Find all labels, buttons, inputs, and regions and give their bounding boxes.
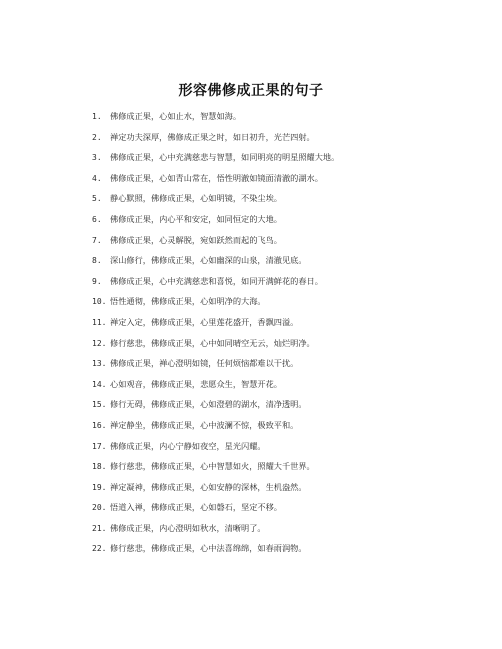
- item-number: 19.: [92, 482, 107, 492]
- document-title: 形容佛修成正果的句子: [178, 83, 324, 99]
- list-item: [92, 518, 482, 539]
- item-text: 佛修成正果，内心澄明如秋水，清晰明了。: [110, 522, 266, 533]
- list-item: [92, 477, 482, 498]
- item-text: 佛修成正果，禅心澄明如镜，任何烦恼都难以干扰。: [110, 358, 299, 369]
- list-item: [92, 538, 482, 559]
- item-number: 18.: [92, 462, 107, 472]
- item-text: 禅定凝神，佛修成正果，心如安静的深林，生机盎然。: [110, 481, 307, 492]
- item-text: 佛修成正果，内心宁静如夜空，星光闪耀。: [110, 440, 266, 451]
- item-text: 悟道入禅，佛修成正果，心如磐石，坚定不移。: [110, 502, 282, 513]
- list-item: [92, 312, 482, 333]
- item-number: 3.: [92, 153, 102, 163]
- item-text: 禅定静坐，佛修成正果，心中波澜不惊，极致平和。: [110, 419, 299, 430]
- item-number: 6.: [92, 214, 102, 224]
- item-number: 7.: [92, 235, 102, 245]
- item-text: 禅定入定，佛修成正果，心里莲花盛开，香飘四溢。: [110, 316, 299, 327]
- list-item: [92, 127, 482, 148]
- item-number: 16.: [92, 420, 107, 430]
- item-number: 9.: [92, 276, 102, 286]
- list-item: [92, 291, 482, 312]
- item-number: 20.: [92, 503, 107, 513]
- item-text: 佛修成正果，心如青山常在，悟性明澈如镜面清澈的湖水。: [110, 172, 323, 183]
- list-item: [92, 147, 482, 168]
- list-item: [92, 106, 482, 127]
- item-number: 8.: [92, 256, 102, 266]
- item-text: 禅定功夫深厚，佛修成正果之时，如日初升，光芒四射。: [110, 131, 315, 142]
- list-item: [92, 209, 482, 230]
- list-item: [92, 188, 482, 209]
- item-number: 22.: [92, 544, 107, 554]
- list-item: [92, 394, 482, 415]
- item-number: 10.: [92, 297, 107, 307]
- item-text: 修行无碍，佛修成正果，心如澄碧的湖水，清净透明。: [110, 399, 307, 410]
- item-text: 悟性通彻，佛修成正果，心如明净的大海。: [110, 296, 266, 307]
- list-item: [92, 333, 482, 354]
- list-item: [92, 436, 482, 457]
- list-item: [92, 353, 482, 374]
- list-item: [92, 250, 482, 271]
- item-text: 佛修成正果，心中充满慈悲和喜悦，如同开满鲜花的春日。: [110, 275, 323, 286]
- item-text: 佛修成正果，心中充满慈悲与智慧，如同明亮的明星照耀大地。: [110, 152, 340, 163]
- item-text: 佛修成正果，心灵解脱，宛如跃然而起的飞鸟。: [110, 234, 282, 245]
- item-number: 15.: [92, 400, 107, 410]
- item-number: 12.: [92, 338, 107, 348]
- item-text: 佛修成正果，心如止水，智慧如海。: [110, 111, 242, 121]
- list-item: [92, 271, 482, 292]
- item-text: 深山修行，佛修成正果，心如幽深的山泉，清澈见底。: [110, 255, 307, 266]
- list-item: [92, 456, 482, 477]
- item-number: 1.: [92, 112, 102, 121]
- item-text: 静心默照，佛修成正果，心如明镜，不染尘埃。: [110, 193, 282, 204]
- item-number: 14.: [92, 379, 107, 389]
- item-number: 2.: [92, 132, 102, 142]
- item-number: 13.: [92, 359, 107, 369]
- item-number: 11.: [92, 317, 107, 327]
- list-item: [92, 230, 482, 251]
- list-item: [92, 374, 482, 395]
- list-item: [92, 415, 482, 436]
- item-text: 修行慈悲，佛修成正果，心中法喜绵绵，如春雨润物。: [110, 543, 307, 554]
- item-text: 心如观音，佛修成正果，悲愿众生，智慧开花。: [110, 378, 282, 389]
- item-text: 修行慈悲，佛修成正果，心中如同晴空无云，灿烂明净。: [110, 337, 315, 348]
- item-number: 4.: [92, 173, 102, 183]
- item-number: 5.: [92, 194, 102, 204]
- item-text: 修行慈悲，佛修成正果，心中智慧如火，照耀大千世界。: [110, 461, 315, 472]
- item-number: 21.: [92, 523, 107, 533]
- item-number: 17.: [92, 441, 107, 451]
- list-item: [92, 168, 482, 189]
- item-text: 佛修成正果，内心平和安定，如同恒定的大地。: [110, 213, 282, 224]
- sentence-list: [92, 106, 482, 559]
- list-item: [92, 497, 482, 518]
